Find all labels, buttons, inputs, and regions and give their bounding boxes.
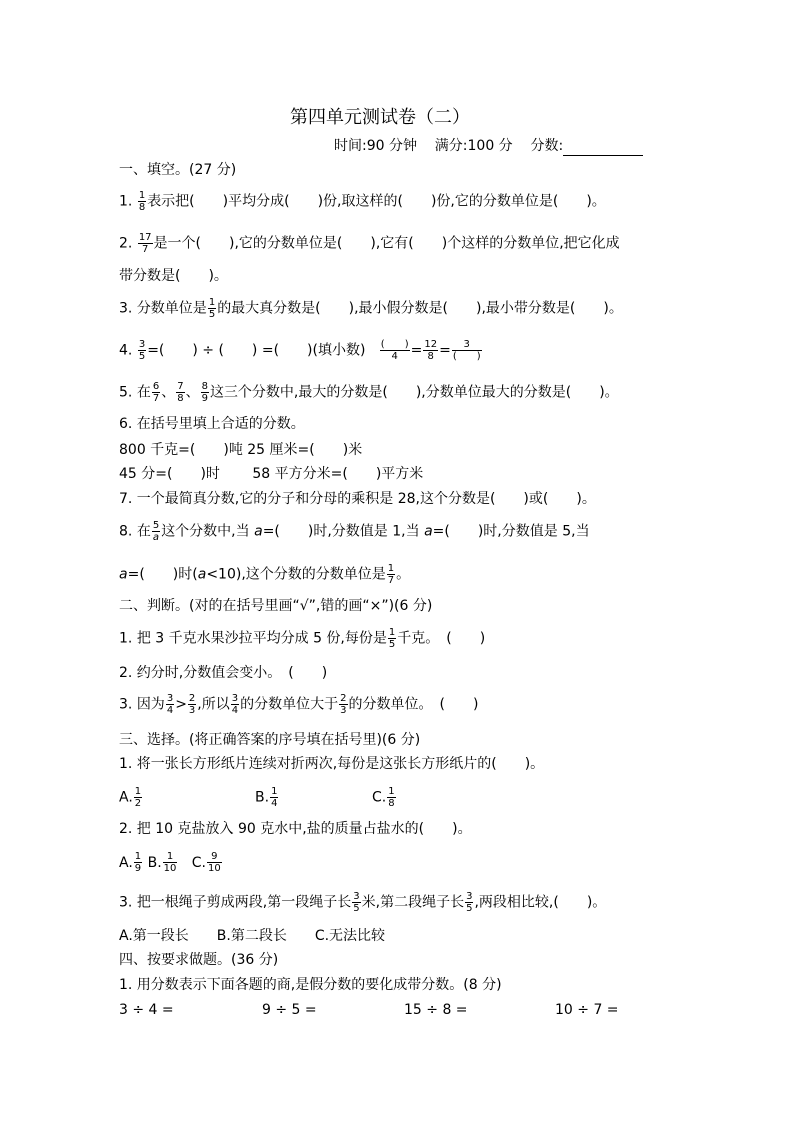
s3-q1-option-a[interactable]: A. $\frac{1}{2}$ <box>119 786 142 809</box>
fraction: $\frac{12}{8}$ <box>424 339 438 362</box>
section-3-heading: 三、选择。(将正确答案的序号填在括号里)(6 分) <box>119 732 421 748</box>
page-title: 第四单元测试卷（二） <box>290 107 470 128</box>
fraction: $\frac{1}{5}$ <box>388 627 396 650</box>
fraction: $\frac{5}{a}$ <box>152 520 160 543</box>
fraction: $\frac{3}{5}$ <box>138 339 146 362</box>
s3-q2-option-c[interactable]: C. $\frac{9}{10}$ <box>191 851 221 874</box>
s4-q1-item: 3 ÷ 4 = <box>119 1002 174 1018</box>
s1-question-6: 6. 在括号里填上合适的分数。 <box>119 416 305 432</box>
s1-question-6-row-2: 45 分=( )时 58 平方分米=( )平方米 <box>119 466 424 482</box>
fraction: $\frac{1}{4}$ <box>271 786 278 809</box>
s4-q1-item: 9 ÷ 5 = <box>262 1002 317 1018</box>
score-label: 分数: <box>530 138 564 154</box>
fraction: $\frac{1}{5}$ <box>208 297 216 320</box>
fraction-blank[interactable]: ( ) 4 <box>380 339 409 362</box>
fraction-blank[interactable]: 3 ( ) <box>452 339 481 362</box>
exam-meta <box>334 136 643 156</box>
fraction: $\frac{1}{8}$ <box>138 190 146 213</box>
s4-question-1: 1. 用分数表示下面各题的商,是假分数的要化成带分数。(8 分) <box>119 977 502 993</box>
section-1-heading: 一、填空。(27 分) <box>119 162 237 178</box>
fraction: $\frac{1}{2}$ <box>134 786 142 809</box>
fraction: $\frac{2}{3}$ <box>188 693 196 716</box>
s1-question-2-cont: 带分数是( )。 <box>119 268 228 284</box>
s3-q3-options[interactable]: A.第一段长 B.第二段长 C.无法比较 <box>119 928 386 944</box>
s3-question-2: 2. 把 10 克盐放入 90 克水中,盐的质量占盐水的( )。 <box>119 821 472 837</box>
fraction: $\frac{9}{10}$ <box>208 851 221 874</box>
s3-q1-option-b[interactable]: B. $\frac{1}{4}$ <box>255 786 278 809</box>
time-limit: 时间:90 分钟 <box>334 138 417 154</box>
fraction: $\frac{3}{5}$ <box>353 891 360 914</box>
s2-question-3: 3. 因为 $\frac{3}{4}$ > $\frac{2}{3}$ ,所以 $\frac{3}{4}$ 的分数单位大于 $\frac{2}{3}$ 的分数单位。 ( ) <box>119 693 479 716</box>
s4-q1-item: 10 ÷ 7 = <box>555 1002 619 1018</box>
s3-q2-option-a[interactable]: A. $\frac{1}{9}$ <box>119 851 142 874</box>
section-2-heading: 二、判断。(对的在括号里画“√”,错的画“×”)(6 分) <box>119 598 433 614</box>
fraction: $\frac{6}{7}$ <box>152 381 160 404</box>
fraction: $\frac{7}{8}$ <box>177 381 184 404</box>
s4-q1-item: 15 ÷ 8 = <box>404 1002 468 1018</box>
fraction: $\frac{3}{5}$ <box>466 891 473 914</box>
s3-q1-option-c[interactable]: C. $\frac{1}{8}$ <box>372 786 395 809</box>
s1-question-8: 8. 在 $\frac{5}{a}$ 这个分数中,当 a=( )时,分数值是 1,当 a=( )时,分数值是 5,当 <box>119 520 590 543</box>
fraction: $\frac{3}{4}$ <box>166 693 174 716</box>
s3-question-3: 3. 把一根绳子剪成两段,第一段绳子长 $\frac{3}{5}$ 米,第二段绳子长 $\frac{3}{5}$ ,两段相比较,( )。 <box>119 891 607 914</box>
fraction: $\frac{1}{10}$ <box>163 851 177 874</box>
s1-question-4: 4. $\frac{3}{5}$ =( ) ÷ ( ) =( )(填小数) ( ) 4 = $\frac{12}{8}$ = 3 ( ) <box>119 339 481 362</box>
s1-question-2: 2. $\frac{17}{7}$ 是一个( ),它的分数单位是( ),它有( )个这样的分数单位,把它化成 <box>119 232 620 255</box>
s3-q2-options <box>119 851 223 874</box>
s1-question-5: 5. 在 $\frac{6}{7}$ 、 $\frac{7}{8}$ 、 $\frac{8}{9}$ 这三个分数中,最大的分数是( ),分数单位最大的分数是( )。 <box>119 381 619 404</box>
s2-question-2: 2. 约分时,分数值会变小。 ( ) <box>119 665 328 681</box>
s2-question-1: 1. 把 3 千克水果沙拉平均分成 5 份,每份是 $\frac{1}{5}$ 千克。 ( ) <box>119 627 486 650</box>
s1-question-3: 3. 分数单位是 $\frac{1}{5}$ 的最大真分数是( ),最小假分数是( ),最小带分数是( )。 <box>119 297 623 320</box>
s1-question-7: 7. 一个最简真分数,它的分子和分母的乘积是 28,这个分数是( )或( )。 <box>119 491 596 507</box>
fraction: $\frac{1}{7}$ <box>387 563 395 586</box>
s3-question-1: 1. 将一张长方形纸片连续对折两次,每份是这张长方形纸片的( )。 <box>119 756 545 772</box>
fraction: $\frac{3}{4}$ <box>231 693 239 716</box>
fraction: $\frac{2}{3}$ <box>340 693 347 716</box>
section-4-heading: 四、按要求做题。(36 分) <box>119 952 279 968</box>
s1-question-8-cont: a=( )时(a<10),这个分数的分数单位是 $\frac{1}{7}$ 。 <box>119 563 411 586</box>
full-score: 满分:100 分 <box>434 138 513 154</box>
fraction: $\frac{1}{9}$ <box>134 851 142 874</box>
fraction: $\frac{17}{7}$ <box>138 232 152 255</box>
fraction: $\frac{1}{8}$ <box>388 786 395 809</box>
s1-question-6-row-1: 800 千克=( )吨 25 厘米=( )米 <box>119 442 363 458</box>
s3-q2-option-b[interactable]: B. $\frac{1}{10}$ <box>147 851 177 874</box>
score-blank[interactable] <box>563 141 643 156</box>
fraction: $\frac{8}{9}$ <box>201 381 208 404</box>
s1-question-1: 1. $\frac{1}{8}$ 表示把( )平均分成( )份,取这样的( )份,它的分数单位是( )。 <box>119 190 606 213</box>
